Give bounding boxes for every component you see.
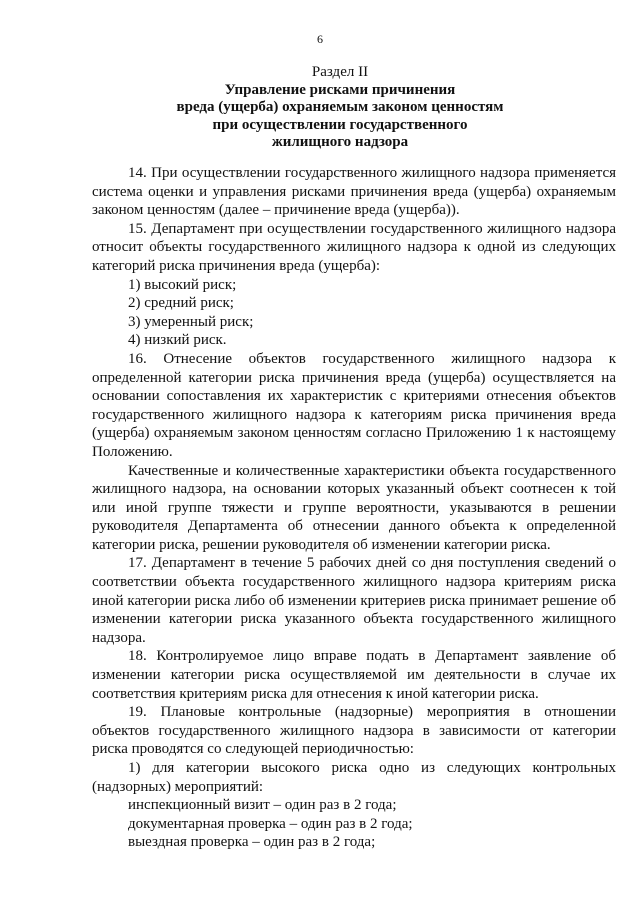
paragraph-19-high-risk: 1) для категории высокого риска одно из следующих контрольных (надзорных) мероприятий: [92,760,616,795]
risk-category-item: 1) высокий риск; [128,276,237,293]
page-number: 6 [317,32,323,46]
section-title-line: жилищного надзора [271,134,409,150]
section-label: Раздел II [311,64,369,80]
document-body [92,164,616,852]
paragraph-15: 15. Департамент при осуществлении государственного жилищного надзора относит объекты государственного жилищного надзора к одной из следующих категорий риска причинения вреда (ущерба): [92,220,616,274]
risk-category-item: 2) средний риск; [128,295,234,312]
paragraph-18: 18. Контролируемое лицо вправе подать в Департамент заявление об изменении категории риска осуществляемой им деятельности в случае их соответствия критериям риска для отнесения к иной категории риска. [92,648,616,702]
section-title-line: вреда (ущерба) охраняемым законом ценностям [176,99,504,115]
high-risk-event-item: выездная проверка – один раз в 2 года; [128,834,376,851]
paragraph-19: 19. Плановые контрольные (надзорные) мероприятия в отношении объектов государственного жилищного надзора в зависимости от категории риска проводятся со следующей периодичностью: [92,704,616,758]
paragraph-16-characteristics: Качественные и количественные характеристики объекта государственного жилищного надзора, на основании которых указанный объект соотнесен к той или иной группе тяжести и группе вероятности, указываются в решении руководителя Департамента об отнесении данного объекта к определенной категории риска, решении руководителя об изменении категории риска. [92,462,616,553]
paragraph-17: 17. Департамент в течение 5 рабочих дней со дня поступления сведений о соответствии объекта государственного жилищного надзора критериям риска иной категории риска либо об изменении критериев риска принимает решение об изменении категории риска указанного объекта государственного жилищного надзора. [92,555,616,646]
section-title-line: при осуществлении государственного [212,116,468,133]
paragraph-16: 16. Отнесение объектов государственного жилищного надзора к определенной категории риска причинения вреда (ущерба) осуществляется на основании сопоставления их характеристик с критериями отнесения объектов государственного жилищного надзора к категориям риска причинения вреда (ущерба) охраняемым законом ценностям согласно Приложению 1 к настоящему Положению. [92,350,616,460]
paragraph-14: 14. При осуществлении государственного жилищного надзора применяется система оценки и управления рисками причинения вреда (ущерба) охраняемым законом ценностям (далее – причинение вреда (ущерба)). [92,165,616,219]
risk-category-item: 3) умеренный риск; [128,313,254,330]
section-title-line: Управление рисками причинения [224,81,456,98]
high-risk-event-item: документарная проверка – один раз в 2 года; [128,815,413,832]
section-heading [70,64,610,152]
high-risk-event-item: инспекционный визит – один раз в 2 года; [128,797,397,814]
risk-category-item: 4) низкий риск. [128,332,227,349]
